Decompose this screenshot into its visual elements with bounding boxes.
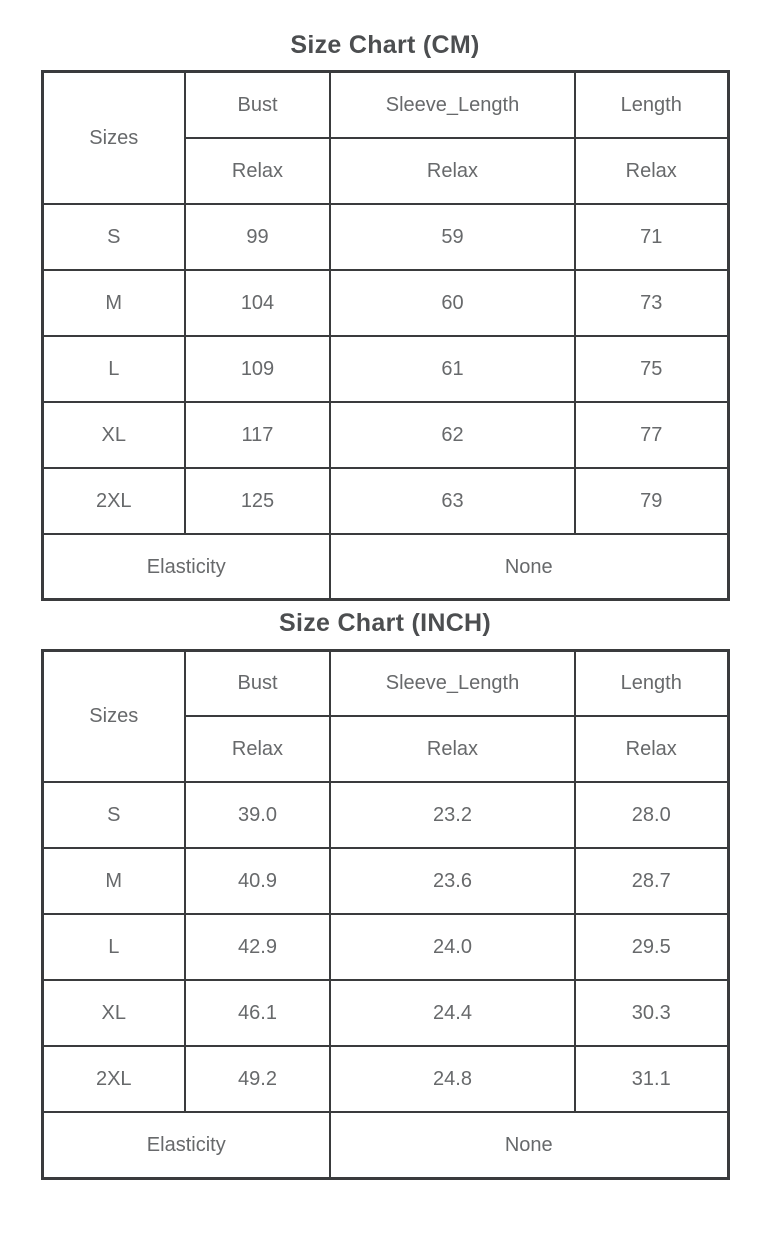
length-value: 73: [575, 270, 728, 336]
column-header-length: Length: [575, 650, 728, 716]
column-header-bust: Bust: [185, 72, 330, 138]
elasticity-value: None: [330, 534, 728, 600]
size-label: XL: [42, 402, 185, 468]
column-header-bust: Bust: [185, 650, 330, 716]
table-row-2xl: [42, 1046, 728, 1112]
bust-value: 125: [185, 468, 330, 534]
column-header-sleeve-length: Sleeve_Length: [330, 72, 575, 138]
length-value: 31.1: [575, 1046, 728, 1112]
size-chart-cm-block: [0, 30, 770, 601]
subheader-length-relax: Relax: [575, 716, 728, 782]
length-value: 29.5: [575, 914, 728, 980]
length-value: 28.7: [575, 848, 728, 914]
size-chart-inch-title: Size Chart (INCH): [278, 609, 492, 638]
bust-value: 117: [185, 402, 330, 468]
sleeve-length-value: 59: [330, 204, 575, 270]
subheader-sleeve-relax: Relax: [330, 716, 575, 782]
length-value: 77: [575, 402, 728, 468]
column-header-length: Length: [575, 72, 728, 138]
sleeve-length-value: 24.0: [330, 914, 575, 980]
size-chart-inch-block: [0, 608, 770, 1179]
footer-row-elasticity: [42, 534, 728, 600]
sleeve-length-value: 63: [330, 468, 575, 534]
elasticity-label: Elasticity: [42, 1112, 330, 1178]
sleeve-length-value: 24.8: [330, 1046, 575, 1112]
table-row-s: [42, 782, 728, 848]
size-label: S: [42, 782, 185, 848]
elasticity-value: None: [330, 1112, 728, 1178]
size-chart-cm-table: [41, 70, 730, 601]
table-row-l: [42, 914, 728, 980]
table-row-xl: [42, 980, 728, 1046]
size-label: M: [42, 270, 185, 336]
elasticity-label: Elasticity: [42, 534, 330, 600]
length-value: 28.0: [575, 782, 728, 848]
length-value: 79: [575, 468, 728, 534]
size-label: XL: [42, 980, 185, 1046]
length-value: 71: [575, 204, 728, 270]
bust-value: 39.0: [185, 782, 330, 848]
header-row-measures: [42, 650, 728, 716]
table-row-xl: [42, 402, 728, 468]
size-label: L: [42, 336, 185, 402]
subheader-bust-relax: Relax: [185, 716, 330, 782]
size-label: L: [42, 914, 185, 980]
sleeve-length-value: 60: [330, 270, 575, 336]
sleeve-length-value: 61: [330, 336, 575, 402]
size-chart-inch-table: [41, 649, 730, 1180]
bust-value: 99: [185, 204, 330, 270]
table-row-2xl: [42, 468, 728, 534]
subheader-length-relax: Relax: [575, 138, 728, 204]
size-label: S: [42, 204, 185, 270]
corner-cell-sizes: Sizes: [42, 72, 185, 204]
size-label: 2XL: [42, 1046, 185, 1112]
sleeve-length-value: 23.2: [330, 782, 575, 848]
bust-value: 40.9: [185, 848, 330, 914]
length-value: 30.3: [575, 980, 728, 1046]
sleeve-length-value: 62: [330, 402, 575, 468]
length-value: 75: [575, 336, 728, 402]
table-row-m: [42, 848, 728, 914]
table-row-s: [42, 204, 728, 270]
size-label: M: [42, 848, 185, 914]
bust-value: 42.9: [185, 914, 330, 980]
sleeve-length-value: 24.4: [330, 980, 575, 1046]
bust-value: 49.2: [185, 1046, 330, 1112]
bust-value: 109: [185, 336, 330, 402]
corner-cell-sizes: Sizes: [42, 650, 185, 782]
column-header-sleeve-length: Sleeve_Length: [330, 650, 575, 716]
header-row-measures: [42, 72, 728, 138]
table-row-l: [42, 336, 728, 402]
sleeve-length-value: 23.6: [330, 848, 575, 914]
subheader-sleeve-relax: Relax: [330, 138, 575, 204]
subheader-bust-relax: Relax: [185, 138, 330, 204]
size-label: 2XL: [42, 468, 185, 534]
table-row-m: [42, 270, 728, 336]
bust-value: 46.1: [185, 980, 330, 1046]
footer-row-elasticity: [42, 1112, 728, 1178]
bust-value: 104: [185, 270, 330, 336]
size-chart-cm-title: Size Chart (CM): [290, 31, 480, 59]
